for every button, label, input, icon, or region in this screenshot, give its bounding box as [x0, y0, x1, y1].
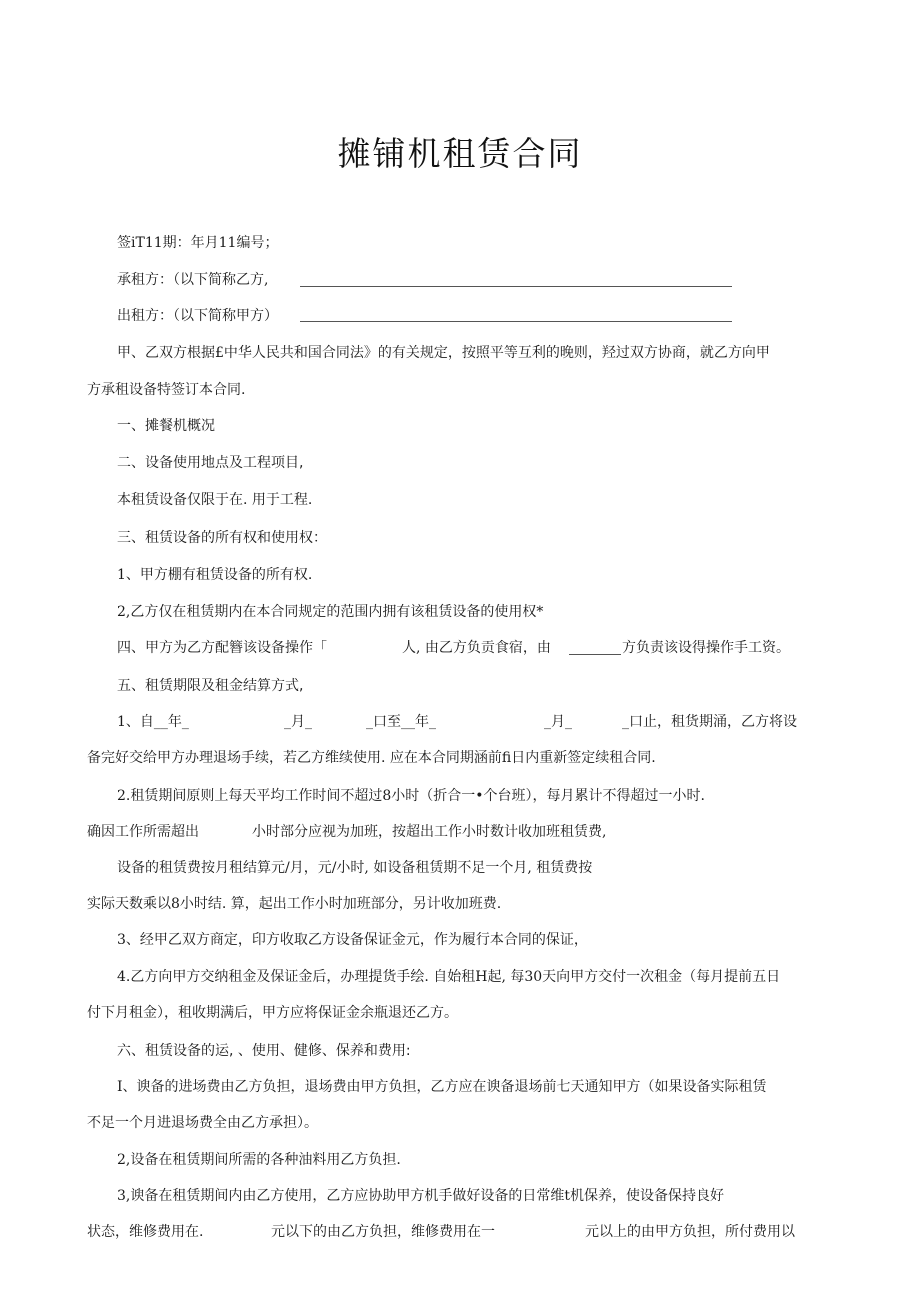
section-6-item-3-c1: 状态，维修费用在.: [87, 1224, 204, 1240]
section-6-item-3: 3,谀备在租赁期间内由乙方使用，乙方应协助甲方机手做好设备的日常维t机保养，使设备保持良好: [117, 1188, 724, 1204]
section-2-heading: 二、设备使用地点及工程项目,: [117, 455, 304, 471]
lessor-underline: [300, 321, 732, 322]
section-5-item-4: 4.乙方向甲方交纳租金及保证金后，办理提货手绘. 自始租H起, 每30天向甲方交付一次租金（每月提前五日: [117, 969, 781, 985]
section-6-item-3-c3: 元以上的由甲方负担，所付费用以: [585, 1224, 795, 1240]
section-5-item-1-c: _口至__年_: [366, 714, 436, 730]
section-5-item-4-continued: 付下月租金），租收期满后，甲方应将保证金余瓶退还乙方。: [87, 1005, 458, 1021]
section-5-item-1-continued: 备完好交给甲方办理退场手续，若乙方维续使用. 应在本合同期涵前fi日内重新签定续租合同.: [87, 750, 656, 766]
section-5-item-2-c: 设备的租赁费按月租结算元/月，元/小时, 如设备租赁期不足一个月, 租赁费按: [117, 860, 593, 876]
section-5-item-1-b: _月_: [284, 714, 312, 730]
section-5-item-2-d: 实际天数乘以8小时结. 算，起出工作小时加班部分，另计收加班费.: [87, 896, 502, 912]
section-5-item-2-b2: 小时部分应视为加班，按超出工作小时数计收加班租赁费,: [252, 824, 607, 840]
intro-paragraph-line2: 方承租设备特签订本合同.: [87, 382, 246, 398]
section-3-item-2: 2,乙方仅在租赁期内在本合同规定的范围内拥有该租赁设备的使用权*: [117, 604, 544, 620]
section-6-item-2: 2,设备在租赁期间所需的各种油料用乙方负担.: [117, 1152, 401, 1168]
section-5-item-3: 3、经甲乙双方商定，印方收取乙方设备保证金元，作为履行本合同的保证，: [117, 932, 588, 948]
section-3-heading: 三、租赁设备的所有权和使用权：: [117, 530, 327, 546]
section-5-item-2-b1: 确因工作所需超出: [87, 824, 199, 840]
document-title: 摊铺机租赁合同: [337, 134, 583, 173]
section-3-item-1: 1、甲方棚有租赁设备的所有权.: [117, 567, 313, 583]
sign-date-line: 签iT11期：年月11编号；: [117, 235, 279, 251]
section-6-item-3-c2: 元以下的由乙方负担，维修费用在一: [271, 1224, 495, 1240]
section-5-item-1-a: 1、自__年_: [117, 714, 189, 730]
section-6-heading: 六、租赁设备的运, 、使用、健修、保养和费用:: [117, 1043, 411, 1059]
lessee-underline: [300, 286, 732, 287]
section-4-blank: [569, 654, 621, 655]
section-5-item-1-e: _口止，租货期涌，乙方将设: [622, 714, 797, 730]
section-6-item-1-continued: 不足一个月进退场费全由乙方承担）。: [87, 1115, 318, 1131]
lessee-label: 承租方：（以下简称乙方,: [117, 272, 269, 288]
lessor-label: 出租方：（以下简称甲方）: [117, 308, 278, 324]
intro-paragraph-line1: 甲、乙双方根据£中华人民共和国合同法》的有关规定，按照平等互利的晚则，羟过双方协商，就乙方向甲: [117, 345, 770, 361]
section-4-part-3: 方负责该设得操作手工资。: [622, 640, 790, 656]
section-4-part-1: 四、甲方为乙方配簪该设备操作「: [117, 640, 327, 656]
section-1-heading: 一、摊餐机概况: [117, 418, 215, 434]
section-5-item-2: 2.租赁期间原则上每天平均工作时间不超过8小时（折合一•个台班），每月累计不得超过一小时.: [117, 788, 705, 804]
section-2-text: 本租赁设备仅限于在. 用于工程.: [117, 492, 313, 508]
section-6-item-1: I、谀备的进场费由乙方负担，退场费由甲方负担，乙方应在谀备退场前七天通知甲方（如果设备实际租赁: [117, 1079, 767, 1095]
section-4-part-2: 人, 由乙方负贡食宿，由: [402, 640, 551, 656]
section-5-item-1-d: _月_: [544, 714, 572, 730]
section-5-heading: 五、租赁期限及租金结算方式,: [117, 678, 304, 694]
